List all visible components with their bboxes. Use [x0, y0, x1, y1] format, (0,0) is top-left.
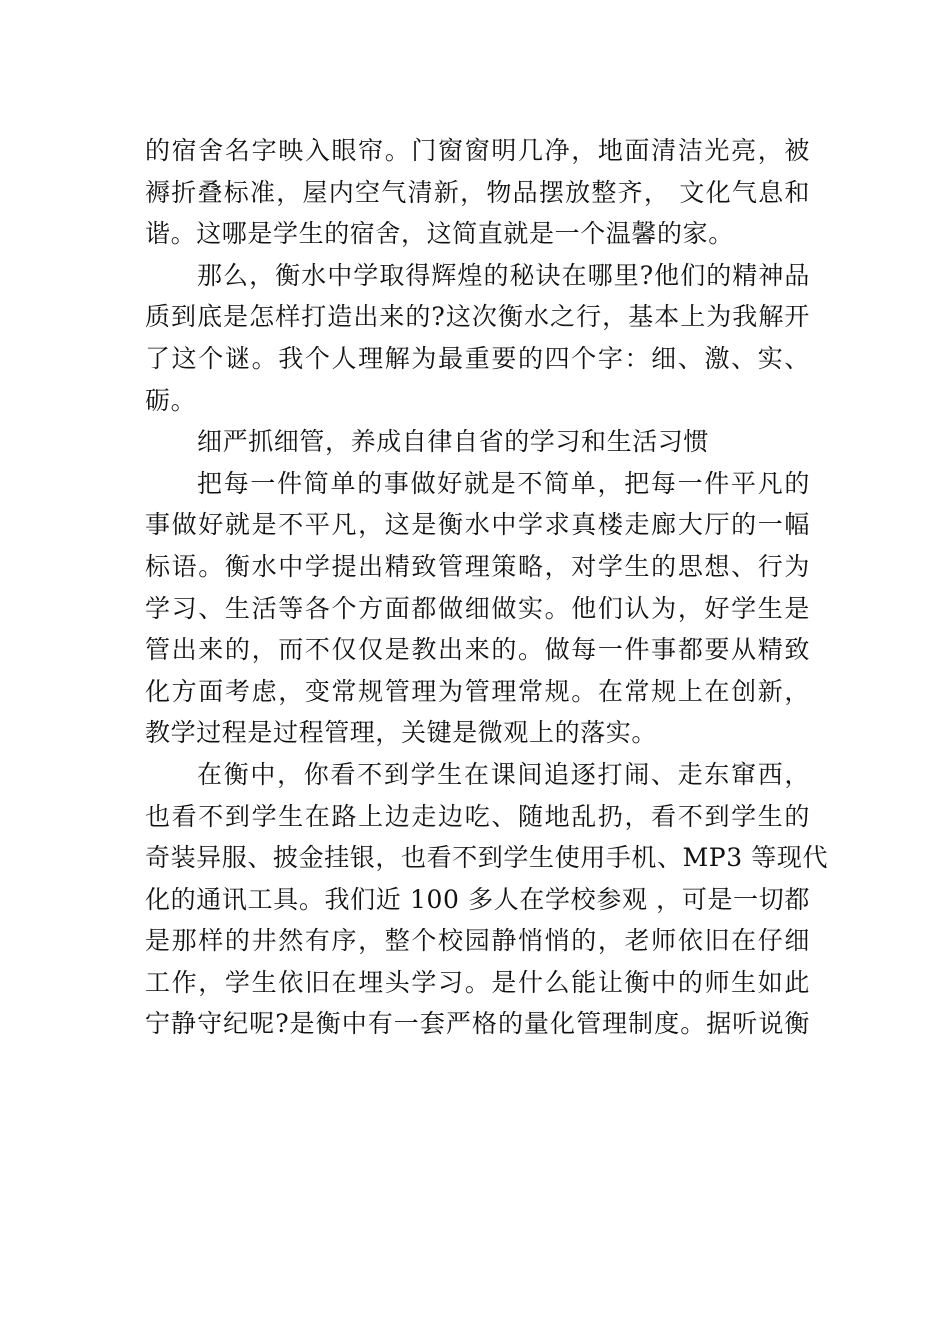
- text-line: 化方面考虑，变常规管理为管理常规。在常规上在创新，: [145, 676, 810, 706]
- text-line: 砺。: [145, 385, 197, 415]
- text-line: 质到底是怎样打造出来的?这次衡水之行，基本上为我解开: [145, 302, 810, 332]
- paragraph-discipline: [145, 754, 829, 1045]
- text-line: 在衡中，你看不到学生在课间追逐打闹、走东窜西，: [197, 759, 810, 789]
- text-line: 事做好就是不平凡，这是衡水中学求真楼走廊大厅的一幅: [145, 510, 810, 540]
- text-line: 的宿舍名字映入眼帘。门窗窗明几净，地面清洁光亮，被: [145, 136, 810, 165]
- text-line: 是那样的井然有序，整个校园静悄悄的，老师依旧在仔细: [145, 926, 810, 956]
- text-line: 把每一件简单的事做好就是不简单，把每一件平凡的: [197, 468, 810, 498]
- text-line: 标语。衡水中学提出精致管理策略，对学生的思想、行为: [145, 551, 810, 581]
- text-line: 奇装异服、披金挂银，也看不到学生使用手机、MP3 等现代: [145, 843, 829, 873]
- text-line: 管出来的，而不仅仅是教出来的。做每一件事都要从精致: [145, 635, 810, 665]
- text-line: 宁静守纪呢?是衡中有一套严格的量化管理制度。据听说衡: [145, 1009, 810, 1039]
- text-line: 谐。这哪是学生的宿舍，这简直就是一个温馨的家。: [145, 219, 734, 249]
- text-line: 学习、生活等各个方面都做细做实。他们认为，好学生是: [145, 593, 810, 623]
- text-line: 细严抓细管，养成自律自省的学习和生活习惯: [197, 427, 710, 457]
- text-line: 那么，衡水中学取得辉煌的秘诀在哪里?他们的精神品: [197, 260, 810, 290]
- paragraph-management: [145, 463, 810, 754]
- paragraph-dormitory: [145, 130, 810, 255]
- text-line: 也看不到学生在路上边走边吃、随地乱扔，看不到学生的: [145, 801, 810, 831]
- section-heading: [145, 421, 810, 463]
- paragraph-secret: [145, 255, 810, 421]
- text-line: 教学过程是过程管理，关键是微观上的落实。: [145, 718, 658, 748]
- text-line: 化的通讯工具。我们近 100 多人在学校参观 ，可是一切都: [145, 884, 810, 914]
- document-body: [145, 130, 829, 1045]
- text-line: 工作，学生依旧在埋头学习。是什么能让衡中的师生如此: [145, 967, 810, 997]
- text-line: 褥折叠标准，屋内空气清新，物品摆放整齐， 文化气息和: [145, 177, 810, 207]
- text-line: 了这个谜。我个人理解为最重要的四个字：细、激、实、: [145, 343, 810, 373]
